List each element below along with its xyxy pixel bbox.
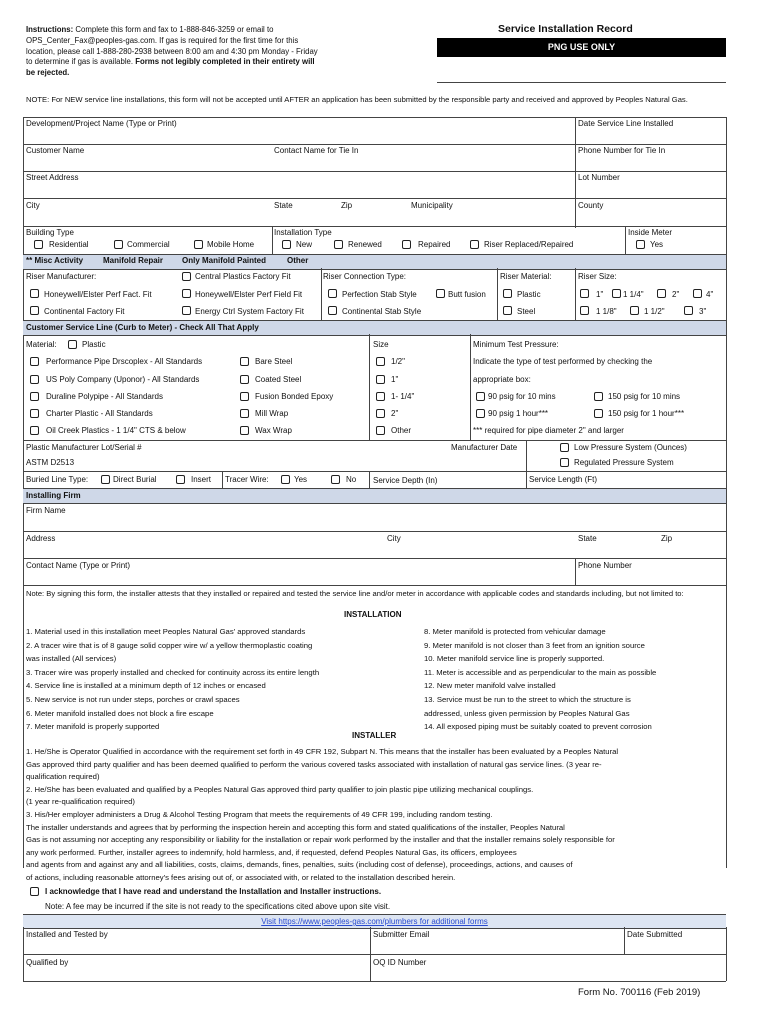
continental-stab-checkbox[interactable] (328, 306, 337, 315)
street-address-field[interactable]: Street Address (26, 173, 79, 182)
csl-size-1-1-4-label: 1- 1/4" (391, 392, 415, 401)
installation-item: was installed (All services) (26, 654, 117, 664)
zip-field[interactable]: Zip (341, 201, 353, 210)
honeywell-field-label: Honeywell/Elster Perf Field Fit (195, 290, 303, 299)
csl-size-other-checkbox[interactable] (376, 426, 385, 435)
installer-line: Gas is not assuming nor accepting any responsibility or liability for the installation or repair work performed by the installer and that the installer remains solely responsible for (26, 835, 615, 845)
riser-replaced-checkbox[interactable] (470, 240, 479, 249)
firm-state-field[interactable]: State (578, 534, 597, 543)
central-plastics-checkbox[interactable] (182, 272, 191, 281)
us-poly-checkbox[interactable] (30, 375, 39, 384)
psig-150-hr-label: 150 psig for 1 hour*** (608, 409, 685, 418)
municipality-field[interactable]: Municipality (411, 201, 453, 210)
csl-size-2-checkbox[interactable] (376, 409, 385, 418)
png-use-only-banner (437, 38, 726, 57)
installer-line: any work performed. Further, installer agrees to indemnify, hold harmless, and, if requested, defend Peoples Natural Gas, its officers, employees (26, 847, 517, 857)
coated-steel-checkbox[interactable] (240, 375, 249, 384)
phone-tie-in-field[interactable]: Phone Number for Tie In (578, 146, 666, 155)
installer-line: qualification required) (26, 772, 100, 782)
continental-factory-label: Continental Factory Fit (44, 307, 125, 316)
riser-steel-label: Steel (517, 307, 536, 316)
low-pressure-checkbox[interactable] (560, 443, 569, 452)
fusion-epoxy-checkbox[interactable] (240, 392, 249, 401)
installer-line: 2. He/She has been evaluated and qualified by a Peoples Natural Gas approved third party qualifier to join plastic pipe utilizing mechanical couplings. (26, 784, 534, 794)
firm-address-field[interactable]: Address (26, 534, 56, 543)
riser-size-label: Riser Size: (578, 272, 617, 281)
psig-150-10-checkbox[interactable] (594, 392, 603, 401)
firm-phone-field[interactable]: Phone Number (578, 561, 632, 570)
csl-size-other-label: Other (391, 426, 412, 435)
riser-connection-label: Riser Connection Type: (323, 272, 407, 281)
butt-fusion-label: Butt fusion (448, 290, 486, 299)
state-field[interactable]: State (274, 201, 293, 210)
tracer-wire-label: Tracer Wire: (225, 475, 269, 484)
misc-activity-label: ** Misc Activity (26, 256, 84, 265)
firm-contact-field[interactable]: Contact Name (Type or Print) (26, 561, 131, 570)
mobile-home-label: Mobile Home (207, 240, 255, 249)
installer-line: 1. He/She is Operator Qualified in accordance with the requirement set forth in 49 CFR 192, Subpart N. This means that the installer has been evaluated by a Peoples Natural (26, 747, 619, 756)
repaired-checkbox[interactable] (402, 240, 411, 249)
regulated-checkbox[interactable] (560, 458, 569, 467)
mobile-home-checkbox[interactable] (194, 240, 203, 249)
direct-burial-checkbox[interactable] (101, 475, 110, 484)
continental-factory-checkbox[interactable] (30, 306, 39, 315)
installation-item: 14. All exposed piping must be suitably coated to prevent corrosion (424, 722, 652, 732)
riser-plastic-label: Plastic (517, 290, 541, 299)
honeywell-field-checkbox[interactable] (182, 289, 191, 298)
installing-firm-band (23, 488, 726, 504)
psig-90-10-label: 90 psig for 10 mins (488, 392, 556, 401)
installation-item: 8. Meter manifold is protected from vehicular damage (424, 627, 606, 636)
csl-size-half-checkbox[interactable] (376, 357, 385, 366)
central-plastics-label: Central Plastics Factory Fit (195, 272, 291, 281)
service-length-field[interactable]: Service Length (Ft) (529, 475, 598, 484)
firm-city-field[interactable]: City (387, 534, 401, 543)
commercial-label: Commercial (127, 240, 170, 249)
residential-checkbox[interactable] (34, 240, 43, 249)
building-type-label: Building Type (26, 228, 74, 237)
mill-wrap-label: Mill Wrap (255, 409, 289, 418)
csl-size-2-label: 2" (391, 409, 399, 418)
duraline-label: Duraline Polypipe - All Standards (46, 392, 163, 401)
installer-line: Gas approved third party qualifier and has been deemed qualified to perform the various covered tasks associated with installation of natural gas service lines. (3 year re- (26, 759, 602, 769)
butt-fusion-checkbox[interactable] (436, 289, 445, 298)
attest-note: Note: By signing this form, the installer attests that they installed or repaired and tested the service line and/or meter in accordance with applicable codes and standards including, but not limited to: (26, 589, 684, 598)
form-title: Service Installation Record (498, 23, 633, 35)
service-depth-field[interactable]: Service Depth (In) (373, 476, 438, 485)
riser-plastic-checkbox[interactable] (503, 289, 512, 298)
inside-meter-yes-checkbox[interactable] (636, 240, 645, 249)
tracer-no-label: No (346, 475, 357, 484)
psig-90-hr-label: 90 psig 1 hour*** (488, 409, 549, 418)
riser-material-label: Riser Material: (500, 272, 552, 281)
direct-burial-label: Direct Burial (113, 475, 157, 484)
min-test-pressure-label: Minimum Test Pressure: (473, 340, 559, 349)
qualified-by-field[interactable]: Qualified by (26, 958, 69, 967)
wax-wrap-checkbox[interactable] (240, 426, 249, 435)
submitter-email-field[interactable]: Submitter Email (373, 930, 430, 939)
instructions-warning: Forms not legibly completed in their entirety will be rejected. (26, 57, 315, 77)
manufacturer-date-field[interactable]: Manufacturer Date (451, 443, 518, 452)
commercial-checkbox[interactable] (114, 240, 123, 249)
wax-wrap-label: Wax Wrap (255, 426, 292, 435)
fusion-epoxy-label: Fusion Bonded Epoxy (255, 392, 334, 401)
fee-note: Note: A fee may be incurred if the site is not ready to the specifications cited above upon site visit. (45, 902, 391, 911)
acknowledge-label: I acknowledge that I have read and understand the Installation and Installer instructions. (45, 887, 382, 896)
installation-item: 9. Meter manifold is not closer than 3 feet from an ignition source (424, 640, 645, 650)
manifold-painted-option[interactable]: Only Manifold Painted (182, 256, 267, 265)
renewed-label: Renewed (348, 240, 382, 249)
misc-other-option[interactable]: Other (287, 256, 309, 265)
installation-item: 10. Meter manifold service line is properly supported. (424, 654, 605, 664)
residential-label: Residential (49, 240, 89, 249)
instructions-label: Instructions: (26, 25, 74, 34)
riser-size-1-1-4-checkbox[interactable] (612, 289, 621, 298)
inside-meter-yes-label: Yes (650, 240, 664, 249)
contact-name-field[interactable]: Contact Name for Tie In (274, 146, 359, 155)
riser-size-4-label: 4" (706, 290, 714, 299)
installation-item: 2. A tracer wire that is of 8 gauge solid copper wire w/ a yellow thermoplastic coating (26, 640, 313, 650)
oil-creek-label: Oil Creek Plastics - 1 1/4" CTS & below (46, 426, 186, 435)
csl-size-1-1-4-checkbox[interactable] (376, 392, 385, 401)
bare-steel-checkbox[interactable] (240, 357, 249, 366)
renewed-checkbox[interactable] (334, 240, 343, 249)
installation-item: addressed, unless given permission by Peoples Natural Gas (424, 708, 630, 718)
new-install-checkbox[interactable] (282, 240, 291, 249)
png-use-only-label: PNG USE ONLY (547, 42, 616, 52)
installation-heading: INSTALLATION (344, 610, 402, 619)
perfection-stab-label: Perfection Stab Style (342, 290, 417, 299)
energy-ctrl-label: Energy Ctrl System Factory Fit (195, 307, 304, 316)
installation-item: 5. New service is not run under steps, porches or crawl spaces (26, 695, 240, 704)
honeywell-fact-label: Honeywell/Elster Perf Fact. Fit (44, 290, 152, 299)
riser-size-4-checkbox[interactable] (693, 289, 702, 298)
riser-size-1-1-4-label: 1 1/4" (623, 290, 644, 299)
indicate-test-line-1: Indicate the type of test performed by checking the (473, 357, 653, 366)
csl-size-half-label: 1/2" (391, 357, 405, 366)
riser-steel-checkbox[interactable] (503, 306, 512, 315)
riser-size-1-label: 1" (596, 290, 604, 299)
riser-size-2-label: 2" (672, 290, 680, 299)
installer-line: The installer understands and agrees that by performing the inspection herein and accepting this form and stated qualifications of the installer, Peoples Natural (26, 822, 565, 832)
mill-wrap-checkbox[interactable] (240, 409, 249, 418)
csl-size-label: Size (373, 340, 389, 349)
insert-checkbox[interactable] (176, 475, 185, 484)
csl-plastic-label: Plastic (82, 340, 106, 349)
form-number: Form No. 700116 (Feb 2019) (578, 987, 701, 998)
customer-name-field[interactable]: Customer Name (26, 146, 85, 155)
tracer-no-checkbox[interactable] (331, 475, 340, 484)
insert-label: Insert (191, 475, 212, 484)
psig-150-hr-checkbox[interactable] (594, 409, 603, 418)
installed-by-field[interactable]: Installed and Tested by (26, 930, 108, 939)
installing-firm-heading: Installing Firm (26, 491, 81, 500)
new-service-note: NOTE: For NEW service line installations, this form will not be accepted until AFTER an application has been submitted by the responsible party and received and approved by Peoples Natural Gas. (26, 95, 688, 104)
repaired-label: Repaired (418, 240, 451, 249)
installation-type-label: Installation Type (274, 228, 332, 237)
csl-size-1-checkbox[interactable] (376, 375, 385, 384)
charter-label: Charter Plastic - All Standards (46, 409, 153, 418)
psig-90-10-checkbox[interactable] (476, 392, 485, 401)
installation-item: 6. Meter manifold installed does not block a fire escape (26, 708, 214, 718)
energy-ctrl-checkbox[interactable] (182, 306, 191, 315)
performance-pipe-checkbox[interactable] (30, 357, 39, 366)
installation-item: 3. Tracer wire was properly installed and checked for continuity across its entire length (26, 667, 320, 677)
bare-steel-label: Bare Steel (255, 357, 293, 366)
development-project-field[interactable]: Development/Project Name (Type or Print) (26, 119, 177, 128)
installation-item: 13. Service must be run to the street to which the structure is (424, 695, 631, 704)
installer-line: of actions, including reasonable attorney's fees arising out of, or associated with, or related to the installation described herein. (26, 873, 456, 882)
us-poly-label: US Poly Company (Uponor) - All Standards (46, 375, 200, 384)
county-field[interactable]: County (578, 201, 604, 210)
astm-label: ASTM D2513 (26, 458, 75, 467)
performance-pipe-label: Performance Pipe Drscoplex - All Standards (46, 357, 203, 366)
riser-size-3-label: 3" (699, 307, 707, 316)
regulated-label: Regulated Pressure System (574, 458, 674, 467)
riser-replaced-label: Riser Replaced/Repaired (484, 240, 574, 249)
pipe-diameter-note: *** required for pipe diameter 2" and larger (473, 426, 624, 435)
date-installed-field[interactable]: Date Service Line Installed (578, 119, 674, 128)
riser-manufacturer-label: Riser Manufacturer: (26, 272, 97, 281)
installer-line: 3. His/Her employer administers a Drug & Alcohol Testing Program that meets the requirements of 49 CFR 199, including random testing. (26, 810, 493, 819)
installer-line: and agents from and against any and all liabilities, costs, claims, demands, fines, penalties, suits (including cost of defense), proceedings, actions, and causes of (26, 860, 573, 870)
csl-heading: Customer Service Line (Curb to Meter) - Check All That Apply (26, 323, 259, 332)
csl-size-1-label: 1" (391, 375, 399, 384)
instructions-block (26, 25, 321, 79)
low-pressure-label: Low Pressure System (Ounces) (574, 443, 687, 452)
charter-checkbox[interactable] (30, 409, 39, 418)
lot-number-field[interactable]: Lot Number (578, 173, 620, 182)
riser-size-1-checkbox[interactable] (580, 289, 589, 298)
installation-item: 11. Meter is accessible and as perpendicular to the main as possible (424, 667, 657, 677)
manifold-repair-option[interactable]: Manifold Repair (103, 256, 164, 265)
riser-size-1-1-2-checkbox[interactable] (630, 306, 639, 315)
city-field[interactable]: City (26, 201, 40, 210)
installation-item: 7. Meter manifold is properly supported (26, 722, 160, 732)
installation-item: 12. New meter manifold valve installed (424, 681, 556, 691)
lot-serial-field[interactable]: Plastic Manufacturer Lot/Serial # (26, 443, 142, 452)
installer-line: (1 year re-qualification required) (26, 797, 135, 807)
duraline-checkbox[interactable] (30, 392, 39, 401)
installation-item: 4. Service line is installed at a minimum depth of 12 inches or encased (26, 681, 266, 691)
perfection-stab-checkbox[interactable] (328, 289, 337, 298)
date-submitted-field[interactable]: Date Submitted (627, 930, 683, 939)
acknowledge-checkbox[interactable] (30, 887, 39, 896)
psig-150-10-label: 150 psig for 10 mins (608, 392, 681, 401)
inside-meter-label: Inside Meter (628, 228, 673, 237)
riser-size-3-checkbox[interactable] (684, 306, 693, 315)
firm-name-field[interactable]: Firm Name (26, 506, 66, 515)
indicate-test-line-2: appropriate box: (473, 375, 531, 384)
new-install-label: New (296, 240, 313, 249)
plumbers-link[interactable]: Visit https://www.peoples-gas.com/plumbers for additional forms (261, 917, 488, 926)
psig-90-hr-checkbox[interactable] (476, 409, 485, 418)
continental-stab-label: Continental Stab Style (342, 307, 422, 316)
riser-size-2-checkbox[interactable] (657, 289, 666, 298)
riser-size-1-1-8-checkbox[interactable] (580, 306, 589, 315)
oil-creek-checkbox[interactable] (30, 426, 39, 435)
installation-item: 1. Material used in this installation meet Peoples Natural Gas' approved standards (26, 627, 306, 636)
buried-line-type-label: Buried Line Type: (26, 475, 89, 484)
csl-material-label: Material: (26, 340, 57, 349)
csl-plastic-checkbox[interactable] (68, 340, 77, 349)
oq-id-field[interactable]: OQ ID Number (373, 958, 427, 967)
riser-size-1-1-2-label: 1 1/2" (644, 307, 665, 316)
tracer-yes-label: Yes (294, 475, 308, 484)
tracer-yes-checkbox[interactable] (281, 475, 290, 484)
riser-size-1-1-8-label: 1 1/8" (596, 307, 617, 316)
instructions-text: Complete this form and fax to 1-888-846-3259 or email to OPS_Center_Fax@peoples-gas.com. If gas is required for the first time for this location, please call 1-888-280-2938 between 8:00 am and 4:30 pm Monday - Friday to determine if gas is available. (26, 25, 318, 67)
coated-steel-label: Coated Steel (255, 375, 302, 384)
firm-zip-field[interactable]: Zip (661, 534, 673, 543)
honeywell-fact-checkbox[interactable] (30, 289, 39, 298)
installer-heading: INSTALLER (352, 731, 397, 740)
